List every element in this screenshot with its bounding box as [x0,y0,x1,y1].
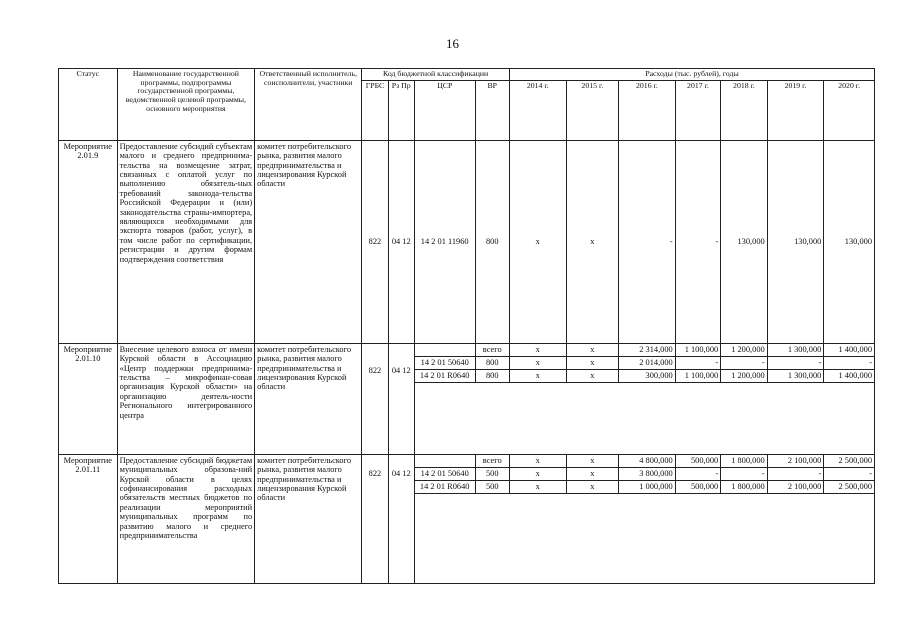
sub-value-2015: х [566,356,619,369]
sub-value-2019: - [767,467,824,480]
sub-value-2016: 300,000 [619,369,676,382]
row-value-2016: - [619,140,676,343]
sub-value-2020: - [824,356,875,369]
sub-value-2018: 1 800,000 [721,480,768,493]
header-csr: ЦСР [414,80,475,140]
row-value-2017: - [675,140,720,343]
header-name: Наименование государственной программы, подпрограммы государственной программы, ведомственной целевой программы, основного мероприятия [117,69,255,141]
row-value-2014: х [509,140,566,343]
budget-table [58,68,875,584]
sub-value-2014: х [509,454,566,467]
sub-csr: 14 2 01 R0640 [414,369,475,382]
row-status: Мероприятие 2.01.11 [59,454,118,583]
row-grbs: 822 [362,454,388,583]
sub-csr [414,454,475,467]
sub-value-2020: 1 400,000 [824,369,875,382]
row-name: Предоставление субсидий бюджетам муниципальных образова-ний Курской области в целях софинансирования расходных обязательств местных бюджетов по реализации мероприятий муниципальных программ по развитию малого и среднего предпринимательства [117,454,255,583]
header-year-2019: 2019 г. [767,80,824,140]
sub-value-2016: 4 800,000 [619,454,676,467]
sub-value-2017: - [675,467,720,480]
sub-value-2015: х [566,480,619,493]
header-year-2017: 2017 г. [675,80,720,140]
sub-csr [414,343,475,356]
sub-value-2018: 1 200,000 [721,369,768,382]
page-number: 16 [446,36,459,51]
sub-value-2020: - [824,467,875,480]
sub-value-2015: х [566,467,619,480]
sub-vr: 500 [475,467,509,480]
sub-value-2015: х [566,343,619,356]
sub-value-2014: х [509,369,566,382]
row-name: Внесение целевого взноса от имени Курской области в Ассоциацию «Центр поддержки предпринима-тельства – микрофинан-совая организация Курской области» на организацию деятель-ности Регионального интегрированного центра [117,343,255,454]
row-rzpr: 04 12 [388,343,414,454]
sub-value-2019: 1 300,000 [767,369,824,382]
sub-value-2018: - [721,356,768,369]
row-grbs: 822 [362,140,388,343]
sub-value-2017: 500,000 [675,454,720,467]
row-status: Мероприятие 2.01.9 [59,140,118,343]
sub-value-2017: 500,000 [675,480,720,493]
row-rzpr: 04 12 [388,140,414,343]
header-rzpr: Рз Пр [388,80,414,140]
header-row-top [59,69,875,81]
header-grbs: ГРБС [362,80,388,140]
sub-vr: всего [475,343,509,356]
sub-value-2018: 1 800,000 [721,454,768,467]
sub-value-2016: 2 314,000 [619,343,676,356]
header-responsible: Ответственный исполнитель, соисполнители, участники [255,69,362,141]
sub-value-2017: 1 100,000 [675,369,720,382]
sub-value-2019: 2 100,000 [767,454,824,467]
table-row [59,454,875,467]
sub-csr: 14 2 01 R0640 [414,480,475,493]
header-budget-code: Код бюджетной классификации [362,69,510,81]
sub-value-2014: х [509,467,566,480]
table-row [59,343,875,356]
row-responsible: комитет потребительского рынка, развития малого предпринимательства и лицензирования Курской области [255,454,362,583]
header-status: Статус [59,69,118,141]
sub-value-2016: 2 014,000 [619,356,676,369]
row-value-2018: 130,000 [721,140,768,343]
row-grbs: 822 [362,343,388,454]
sub-value-2014: х [509,480,566,493]
header-year-2014: 2014 г. [509,80,566,140]
header-year-2015: 2015 г. [566,80,619,140]
sub-value-2015: х [566,454,619,467]
sub-value-2017: 1 100,000 [675,343,720,356]
row-rzpr: 04 12 [388,454,414,583]
row-value-2020: 130,000 [824,140,875,343]
sub-value-2019: - [767,356,824,369]
header-year-2016: 2016 г. [619,80,676,140]
row-responsible: комитет потребительского рынка, развития малого предпринимательства и лицензирования Курской области [255,140,362,343]
header-vr: ВР [475,80,509,140]
sub-csr: 14 2 01 50640 [414,356,475,369]
row-responsible: комитет потребительского рынка, развития малого предпринимательства и лицензирования Курской области [255,343,362,454]
sub-value-2014: х [509,356,566,369]
row-vr: 800 [475,140,509,343]
row-value-2019: 130,000 [767,140,824,343]
sub-value-2018: - [721,467,768,480]
header-year-2018: 2018 г. [721,80,768,140]
sub-value-2014: х [509,343,566,356]
sub-value-2016: 1 000,000 [619,480,676,493]
header-expenses: Расходы (тыс. рублей), годы [509,69,874,81]
sub-csr: 14 2 01 50640 [414,467,475,480]
sub-value-2019: 2 100,000 [767,480,824,493]
sub-value-2018: 1 200,000 [721,343,768,356]
sub-vr: всего [475,454,509,467]
row-csr: 14 2 01 11960 [414,140,475,343]
sub-vr: 800 [475,369,509,382]
row-value-2015: х [566,140,619,343]
sub-value-2016: 3 800,000 [619,467,676,480]
sub-value-2015: х [566,369,619,382]
sub-value-2017: - [675,356,720,369]
sub-vr: 800 [475,356,509,369]
sub-value-2019: 1 300,000 [767,343,824,356]
sub-vr: 500 [475,480,509,493]
row-status: Мероприятие 2.01.10 [59,343,118,454]
table-row [59,140,875,343]
sub-value-2020: 1 400,000 [824,343,875,356]
sub-value-2020: 2 500,000 [824,454,875,467]
row-name: Предоставление субсидий субъектам малого и среднего предпринима-тельства на возмещение затрат, связанных с оплатой услуг по выполнению обязатель-ных требований законода-тельства Российской Федерации и (или) законодательства страны-импортера, являющихся необходимыми для экспорта товаров (работ, услуг), в том числе работ по сертификации, регистрации и другим формам подтверждения соответствия [117,140,255,343]
sub-value-2020: 2 500,000 [824,480,875,493]
header-year-2020: 2020 г. [824,80,875,140]
